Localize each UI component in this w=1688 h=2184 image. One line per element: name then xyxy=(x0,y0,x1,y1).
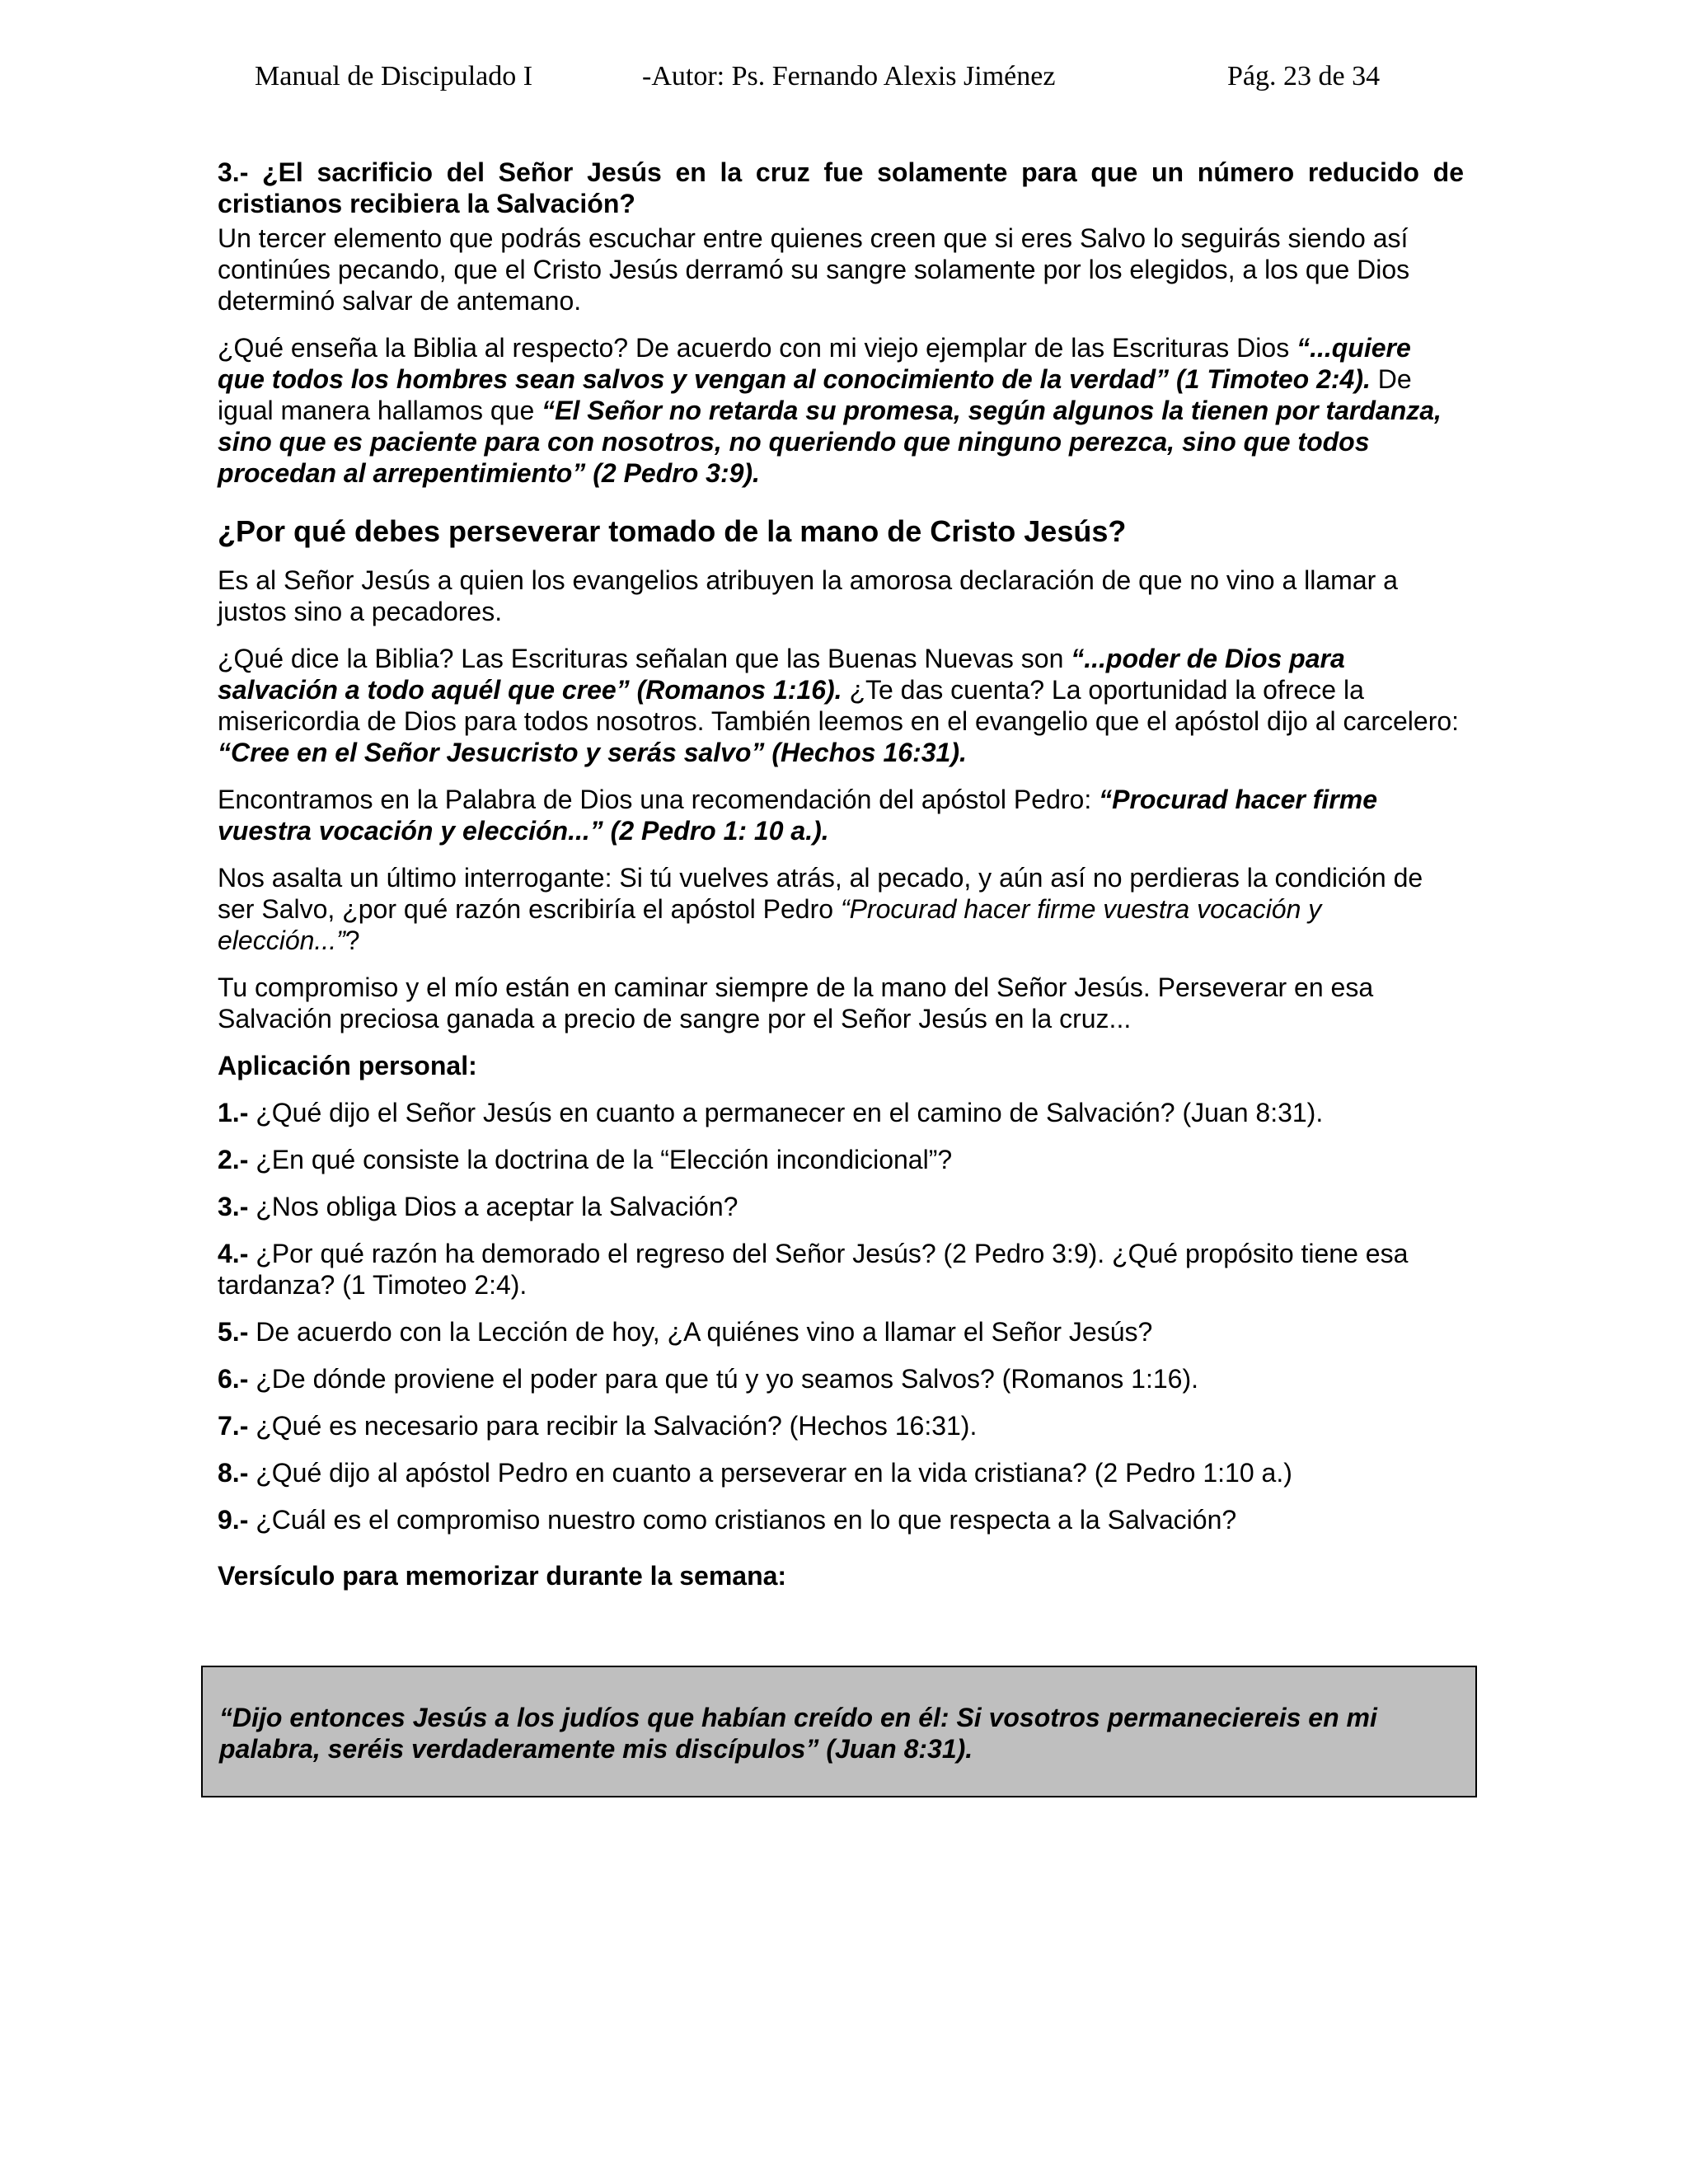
list-item xyxy=(218,1457,1464,1488)
paragraph-text: Nos asalta un último interrogante: Si tú vuelves atrás, al pecado, y aún así no perdieras la condición de ser Salvo, ¿por qué razón escribiría el apóstol Pedro xyxy=(218,863,1423,924)
paragraph-text: ¿Qué dice la Biblia? Las Escrituras señalan que las Buenas Nuevas son xyxy=(218,644,1071,673)
question-number: 7.- xyxy=(218,1411,249,1441)
question-number: 9.- xyxy=(218,1505,249,1535)
section-paragraph-3 xyxy=(218,784,1464,846)
paragraph-text: ¿Qué enseña la Biblia al respecto? De acuerdo con mi viejo ejemplar de las Escrituras Dios xyxy=(218,333,1297,363)
list-item xyxy=(218,1504,1464,1535)
list-item xyxy=(218,1238,1464,1301)
paragraph-text: ¿Te das cuenta? La oportunidad la ofrece la misericordia de Dios para todos nosotros. También leemos en el evangelio que el apóstol dijo al carcelero: xyxy=(218,675,1460,736)
question-number: 1.- xyxy=(218,1098,249,1127)
memory-verse-heading: Versículo para memorizar durante la semana: xyxy=(218,1561,787,1591)
header-manual-title: Manual de Discipulado I xyxy=(255,61,533,91)
scripture-quote: “Procurad hacer firme vuestra vocación y elección...” (2 Pedro 1: 10 a.). xyxy=(218,785,1377,846)
list-item xyxy=(218,1363,1464,1394)
header-author: -Autor: Ps. Fernando Alexis Jiménez xyxy=(642,61,1056,91)
section-paragraph-4 xyxy=(218,862,1464,956)
section-paragraph-1: Es al Señor Jesús a quien los evangelios atribuyen la amorosa declaración de que no vino a llamar a justos sino a pecadores. xyxy=(218,565,1398,626)
scripture-quote: “Cree en el Señor Jesucristo y serás salvo” (Hechos 16:31). xyxy=(218,738,967,767)
scripture-quote: “El Señor no retarda su promesa, según algunos la tienen por tardanza, sino que es paciente para con nosotros, no queriendo que ninguno perezca, sino que todos procedan al arrepentimiento” (2 Pedro 3:9). xyxy=(218,396,1442,488)
question-3-paragraph-1: Un tercer elemento que podrás escuchar entre quienes creen que si eres Salvo lo seguirás siendo así continúes pecando, que el Cristo Jesús derramó su sangre solamente por los elegidos, a los que Dios determinó salvar de antemano. xyxy=(218,223,1410,316)
question-text: ¿Qué dijo al apóstol Pedro en cuanto a perseverar en la vida cristiana? (2 Pedro 1:10 a.) xyxy=(248,1458,1292,1488)
header-page-number: Pág. 23 de 34 xyxy=(1227,61,1381,91)
question-3-paragraph-2 xyxy=(218,332,1464,489)
section-paragraph-5: Tu compromiso y el mío están en caminar siempre de la mano del Señor Jesús. Perseverar en esa Salvación preciosa ganada a precio de sangre por el Señor Jesús en la cruz... xyxy=(218,972,1374,1033)
scripture-quote: “...poder de Dios para salvación a todo aquél que cree” (Romanos 1:16). xyxy=(218,644,1345,705)
question-text: ¿Cuál es el compromiso nuestro como cristianos en lo que respecta a la Salvación? xyxy=(248,1505,1237,1535)
question-text: ¿De dónde proviene el poder para que tú y yo seamos Salvos? (Romanos 1:16). xyxy=(248,1364,1198,1394)
memory-verse-text: “Dijo entonces Jesús a los judíos que habían creído en él: Si vosotros permaneciereis en mi palabra, seréis verdaderamente mis discípulos” (Juan 8:31). xyxy=(219,1703,1377,1764)
question-number: 3.- xyxy=(218,1192,249,1221)
section-heading: ¿Por qué debes perseverar tomado de la mano de Cristo Jesús? xyxy=(218,514,1127,548)
question-text: De acuerdo con la Lección de hoy, ¿A quiénes vino a llamar el Señor Jesús? xyxy=(248,1317,1153,1347)
question-text: ¿Qué dijo el Señor Jesús en cuanto a permanecer en el camino de Salvación? (Juan 8:31). xyxy=(248,1098,1324,1127)
list-item xyxy=(218,1097,1464,1128)
question-number: 8.- xyxy=(218,1458,249,1488)
question-number: 2.- xyxy=(218,1145,249,1174)
question-number: 6.- xyxy=(218,1364,249,1394)
paragraph-text: ? xyxy=(345,926,360,955)
question-3-title: 3.- ¿El sacrificio del Señor Jesús en la cruz fue solamente para que un número reducido de cristianos recibiera la Salvación? xyxy=(218,157,1464,218)
question-text: ¿Qué es necesario para recibir la Salvación? (Hechos 16:31). xyxy=(248,1411,978,1441)
page-body xyxy=(218,157,1464,1607)
question-text: ¿Por qué razón ha demorado el regreso del Señor Jesús? (2 Pedro 3:9). ¿Qué propósito tiene esa tardanza? (1 Timoteo 2:4). xyxy=(218,1239,1409,1300)
section-paragraph-2 xyxy=(218,643,1464,768)
list-item xyxy=(218,1410,1464,1441)
list-item xyxy=(218,1316,1464,1347)
application-heading: Aplicación personal: xyxy=(218,1051,477,1080)
list-item xyxy=(218,1191,1464,1222)
question-number: 4.- xyxy=(218,1239,249,1268)
memory-verse-box xyxy=(201,1666,1477,1797)
list-item xyxy=(218,1144,1464,1175)
question-text: ¿En qué consiste la doctrina de la “Elección incondicional”? xyxy=(248,1145,953,1174)
paragraph-text: De igual manera hallamos que xyxy=(218,364,1412,425)
paragraph-text: Encontramos en la Palabra de Dios una recomendación del apóstol Pedro: xyxy=(218,785,1100,814)
question-text: ¿Nos obliga Dios a aceptar la Salvación? xyxy=(248,1192,738,1221)
application-questions xyxy=(218,1097,1464,1535)
page-header xyxy=(0,58,1688,99)
scripture-quote: “Procurad hacer firme vuestra vocación y elección...” xyxy=(218,894,1322,955)
question-number: 5.- xyxy=(218,1317,249,1347)
scripture-quote: “...quiere que todos los hombres sean salvos y vengan al conocimiento de la verdad” (1 Timoteo 2:4). xyxy=(218,333,1411,394)
